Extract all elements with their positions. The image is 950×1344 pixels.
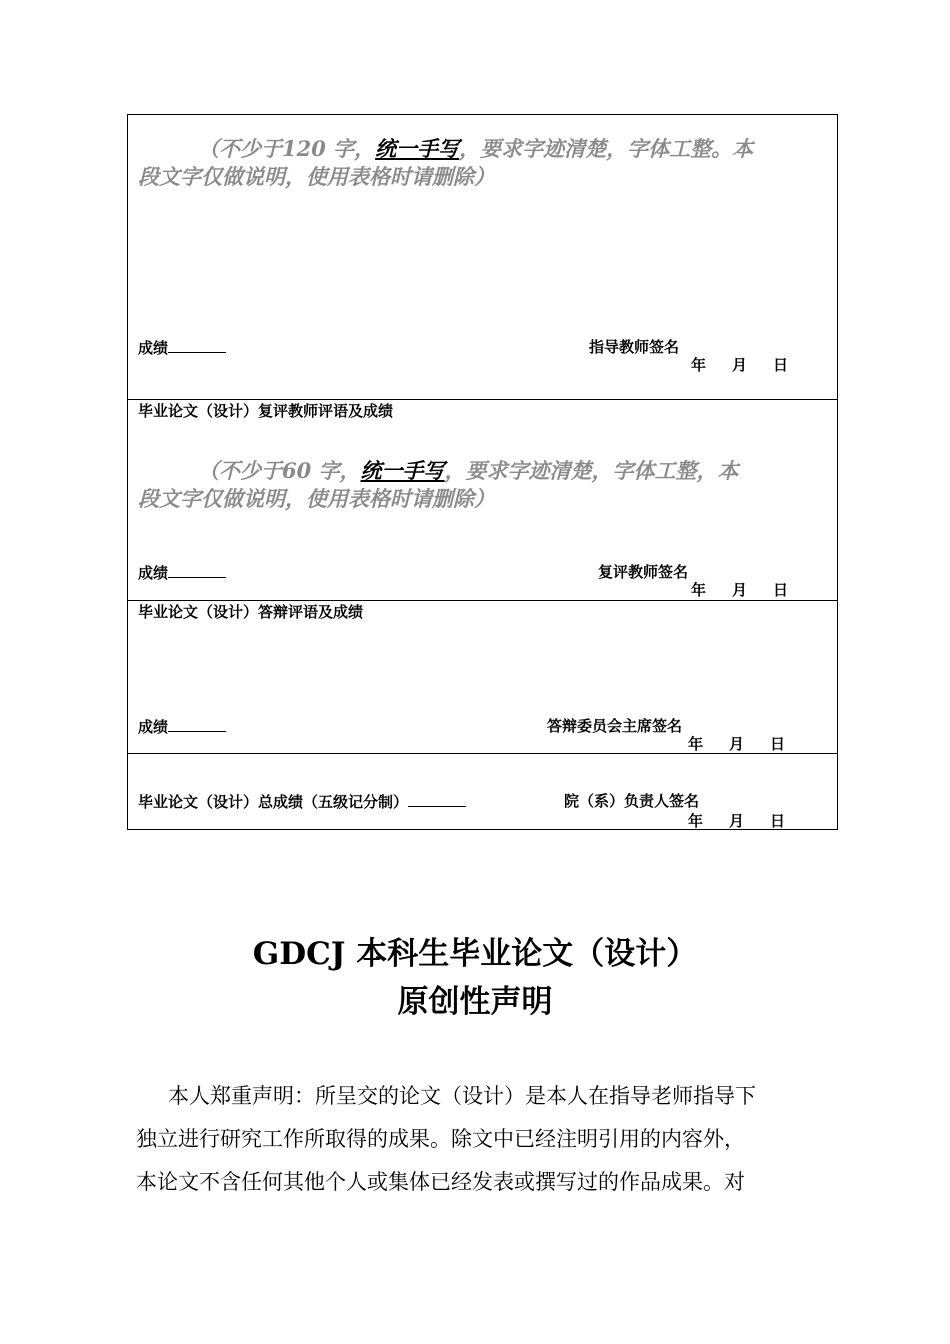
- review-note-prefix: （不少于60 字，: [198, 458, 361, 483]
- review-date: [691, 581, 814, 599]
- defense-date-year: 年: [688, 735, 704, 753]
- total-date-year: 年: [688, 812, 704, 830]
- advisor-grade-label: 成绩: [138, 339, 169, 357]
- advisor-date: [691, 356, 814, 374]
- advisor-note-underlined: 统一手写: [375, 136, 460, 161]
- declaration-line: 本论文不含任何其他个人或集体已经发表或撰写过的作品成果。对: [136, 1170, 745, 1194]
- advisor-date-day: 日: [773, 356, 789, 374]
- total-grade-blank: [408, 792, 466, 807]
- defense-date: [688, 735, 811, 753]
- advisor-date-year: 年: [691, 356, 707, 374]
- defense-signature-label: 答辩委员会主席签名: [547, 717, 683, 735]
- review-note-rest: ，要求字迹清楚，字体工整，本: [444, 458, 739, 483]
- review-signature-label: 复评教师签名: [598, 563, 689, 581]
- declaration-title-line2: 原创性声明: [397, 984, 553, 1020]
- review-grade-blank: [168, 563, 226, 578]
- declaration-body: [136, 1075, 848, 1204]
- declaration-line: 本人郑重声明：所呈交的论文（设计）是本人在指导老师指导下: [168, 1084, 756, 1108]
- review-grade-label: 成绩: [138, 564, 169, 582]
- review-note-line2: 段文字仅做说明，使用表格时请删除）: [138, 486, 495, 511]
- advisor-comment-section: [128, 115, 837, 400]
- review-date-month: 月: [732, 581, 748, 599]
- declaration-line: 独立进行研究工作所取得的成果。除文中已经注明引用的内容外，: [136, 1127, 745, 1151]
- advisor-date-month: 月: [732, 356, 748, 374]
- total-date-day: 日: [770, 812, 786, 830]
- defense-grade-blank: [168, 717, 226, 732]
- advisor-note-rest: ，要求字迹清楚，字体工整。本: [459, 136, 754, 161]
- review-date-year: 年: [691, 581, 707, 599]
- advisor-grade-field: [138, 338, 226, 357]
- defense-grade-field: [138, 717, 226, 736]
- dean-signature-label: 院（系）负责人签名: [564, 792, 700, 810]
- total-grade-section: [128, 754, 837, 831]
- review-date-day: 日: [773, 581, 789, 599]
- total-grade-field: [138, 792, 466, 811]
- review-comment-section: [128, 400, 837, 601]
- advisor-signature-label: 指导教师签名: [589, 338, 680, 356]
- advisor-grade-blank: [168, 338, 226, 353]
- review-grade-field: [138, 563, 226, 582]
- defense-date-day: 日: [770, 735, 786, 753]
- advisor-note-line2: 段文字仅做说明，使用表格时请删除）: [138, 164, 495, 189]
- advisor-note-prefix: （不少于120 字，: [198, 136, 376, 161]
- defense-date-month: 月: [729, 735, 745, 753]
- total-date: [688, 812, 811, 830]
- review-instruction-note: [138, 457, 798, 513]
- defense-comment-section: [128, 601, 837, 754]
- total-date-month: 月: [729, 812, 745, 830]
- review-heading: 毕业论文（设计）复评教师评语及成绩: [138, 402, 394, 420]
- evaluation-table: [127, 114, 838, 830]
- advisor-instruction-note: [138, 135, 798, 191]
- total-grade-label: 毕业论文（设计）总成绩（五级记分制）: [138, 793, 409, 811]
- review-note-underlined: 统一手写: [360, 458, 445, 483]
- defense-grade-label: 成绩: [138, 718, 169, 736]
- defense-heading: 毕业论文（设计）答辩评语及成绩: [138, 603, 364, 621]
- declaration-title-line1: GDCJ 本科生毕业论文（设计）: [252, 936, 698, 972]
